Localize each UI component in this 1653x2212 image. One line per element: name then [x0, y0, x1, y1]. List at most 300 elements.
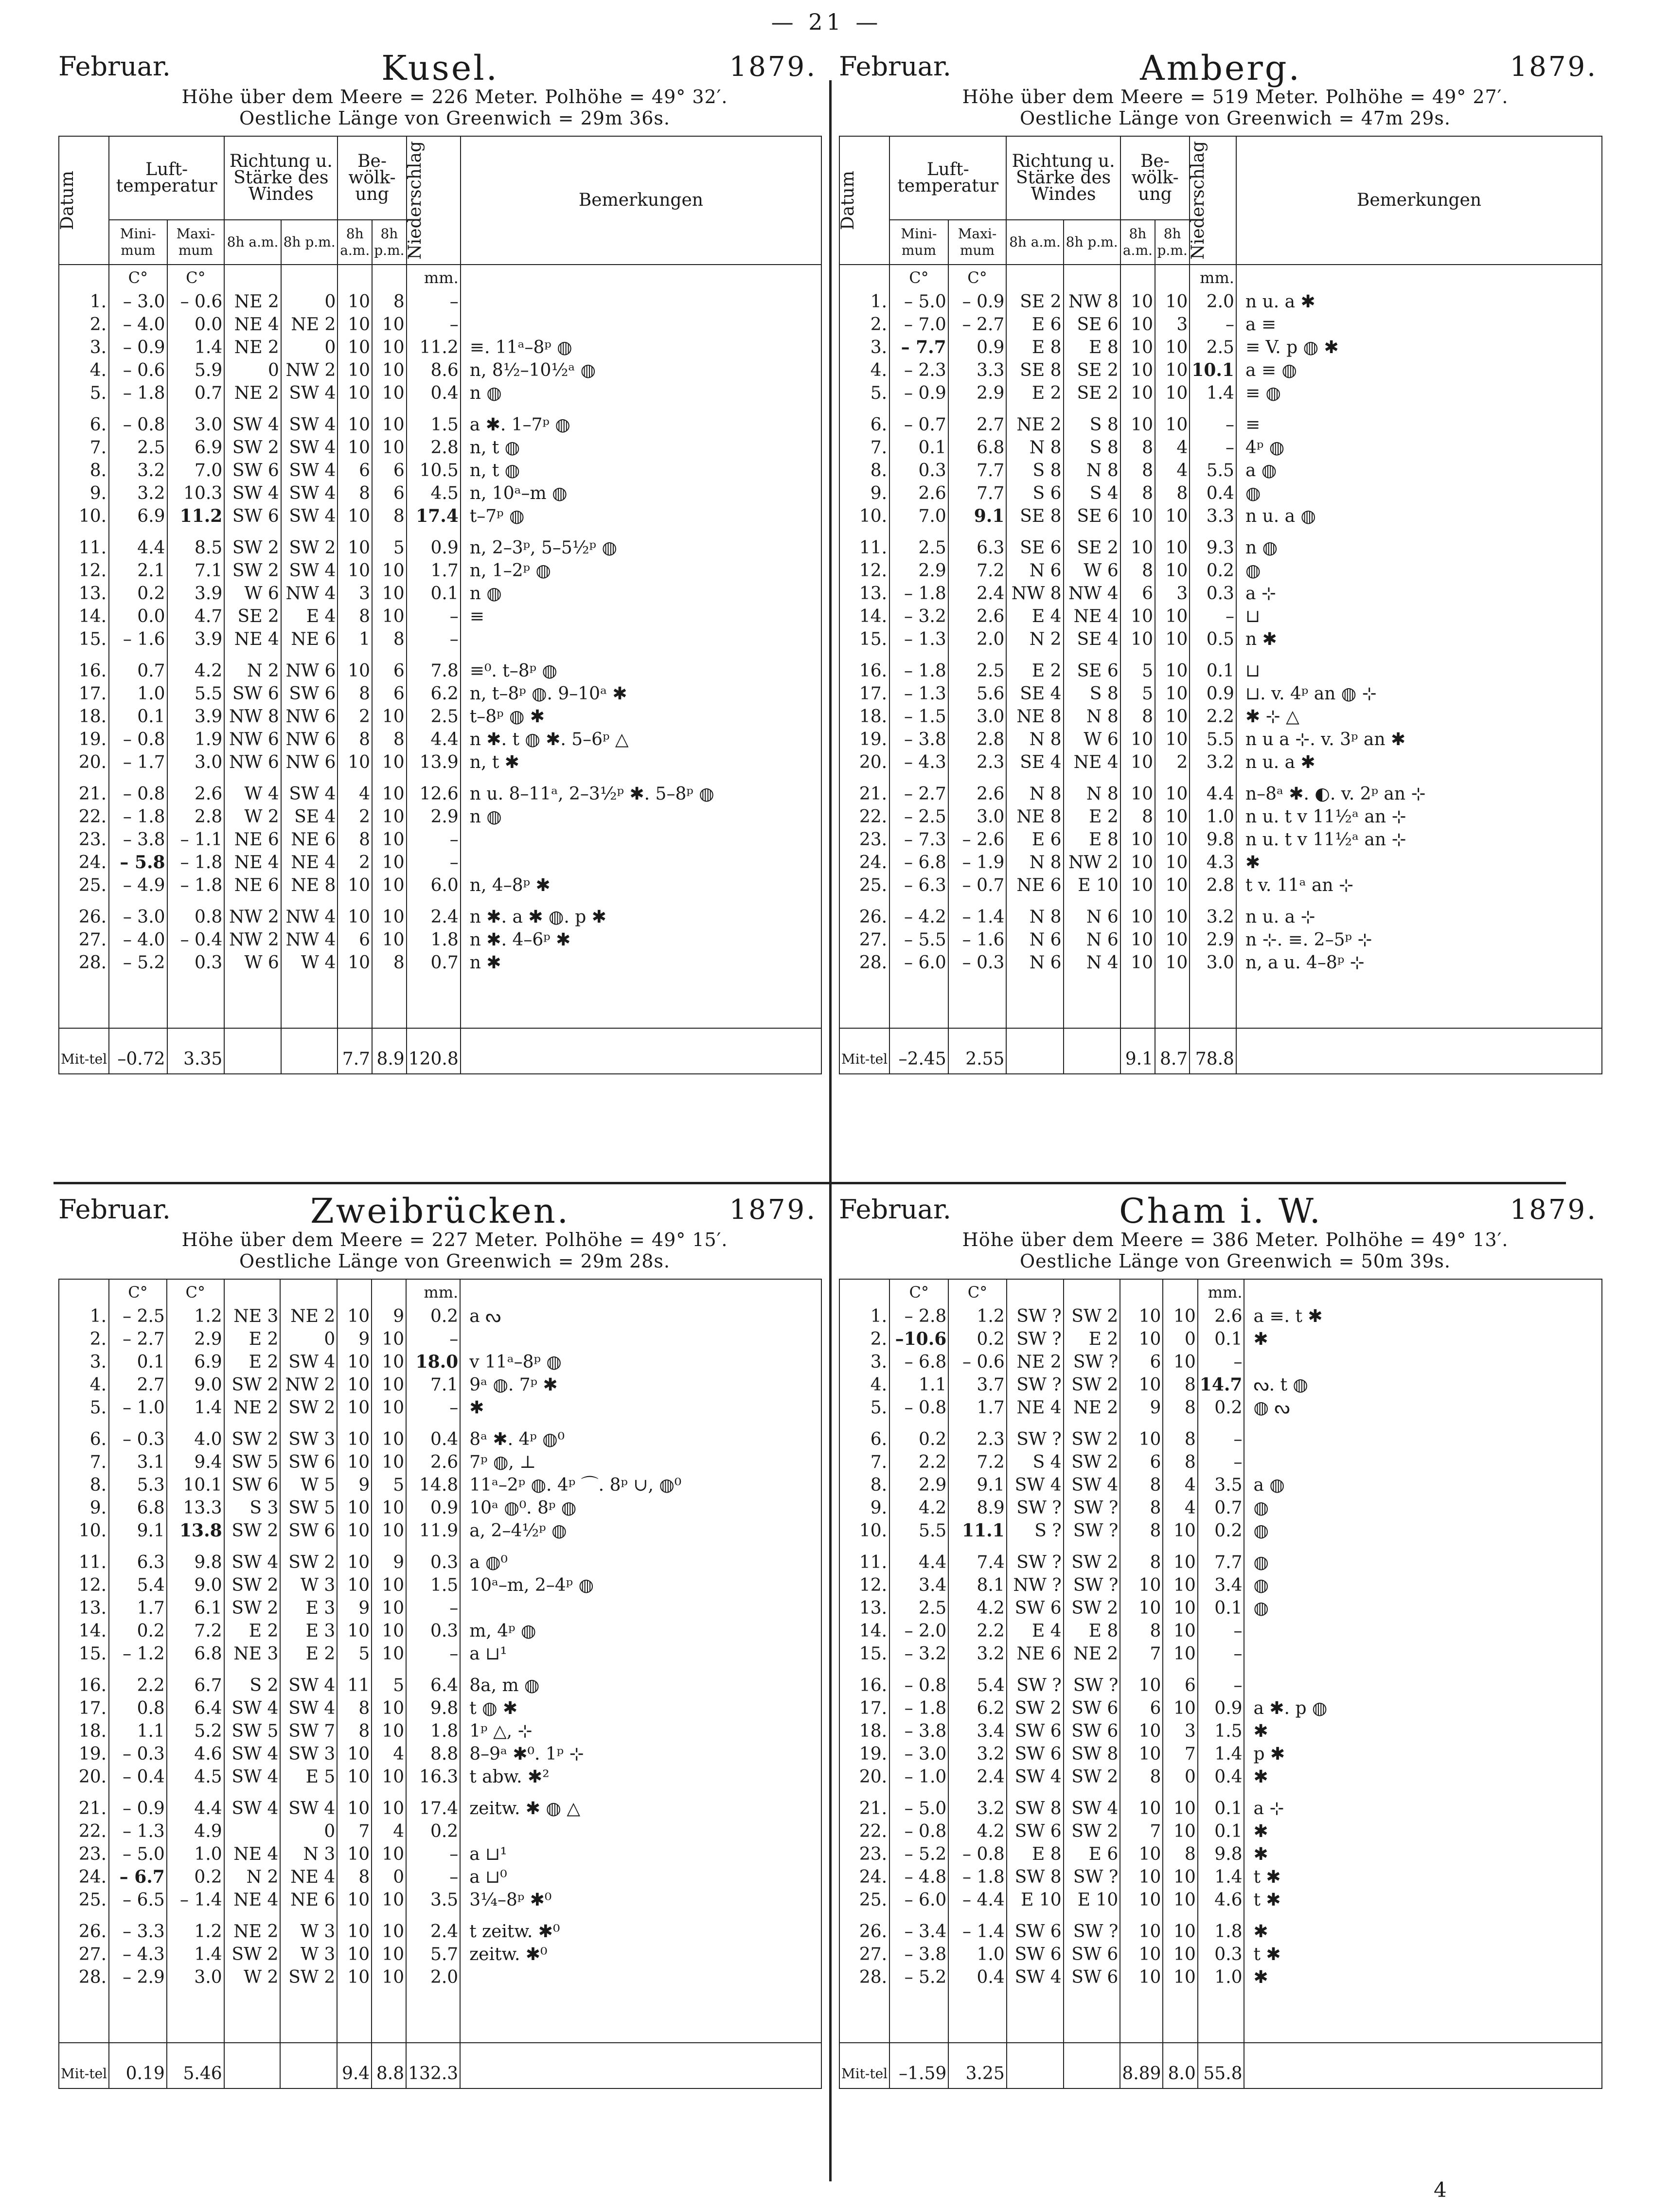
row-date: 21.: [859, 784, 888, 804]
row-date: 25.: [78, 1890, 107, 1910]
wind-8pm: SW 6: [280, 1451, 337, 1474]
max-temp: 9.0: [167, 1374, 224, 1396]
cloud-8pm: 8: [1163, 1374, 1197, 1396]
table-row: [839, 828, 1602, 851]
cloud-8am: 10: [1120, 1843, 1163, 1866]
wind-8am: SW 6: [1007, 1743, 1064, 1766]
cloud-8pm: 10: [372, 436, 407, 459]
row-date: 18.: [78, 707, 107, 727]
table-row: [59, 805, 821, 828]
total-precipitation: 55.8: [1198, 2043, 1244, 2088]
wind-8pm: SW 4: [280, 1665, 337, 1697]
max-temp: 5.5: [167, 682, 225, 705]
cloud-8am: 10: [338, 336, 372, 359]
max-temp: 4.2: [948, 1820, 1006, 1843]
wind-8pm: NW 4: [1064, 582, 1120, 605]
wind-8pm: SW 6: [1064, 1943, 1120, 1966]
remarks: ᔓ. t ◍: [1244, 1374, 1602, 1396]
wind-8am: N 6: [1006, 928, 1063, 951]
min-temp: – 1.3: [889, 682, 948, 705]
precipitation: –: [406, 1642, 460, 1665]
cloud-8pm: 0: [1163, 1328, 1197, 1351]
precipitation: –: [1190, 605, 1236, 628]
wind-8pm: NW 2: [1064, 851, 1120, 874]
wind-8pm: SE 6: [1064, 651, 1120, 682]
cloud-8am: 6: [1120, 1451, 1163, 1474]
station-cham: [839, 1191, 1602, 2089]
wind-8pm: SW 2: [1064, 1542, 1120, 1574]
cloud-8pm: 10: [1155, 728, 1190, 751]
wind-8am: SW ?: [1007, 1497, 1064, 1519]
precipitation: 11.2: [407, 336, 461, 359]
max-temp: 4.2: [948, 1597, 1006, 1620]
wind-8am: NE 2: [224, 1911, 281, 1943]
table-row: [839, 805, 1602, 828]
row-date: 6.: [870, 1429, 888, 1449]
max-temp: 1.4: [167, 336, 225, 359]
cloud-8am: 10: [338, 751, 372, 774]
precipitation: 1.5: [406, 1574, 460, 1597]
max-temp: 8.5: [167, 528, 225, 559]
cloud-8pm: 10: [372, 897, 407, 928]
cloud-8am: 10: [1120, 528, 1155, 559]
remarks: a ✱. 1–7ᵖ ◍: [461, 405, 821, 436]
max-temp: 0.4: [948, 1966, 1006, 1989]
row-date: 21.: [78, 1799, 107, 1819]
cloud-8pm: 8: [1155, 482, 1190, 505]
wind-8am: SE 8: [1006, 359, 1063, 382]
row-date: 7.: [89, 1452, 107, 1472]
min-temp: – 3.8: [889, 1720, 948, 1743]
header-bewoelkung: Be-wölk-ung: [338, 136, 406, 220]
max-temp: 3.3: [948, 359, 1007, 382]
header-wind-8pm: 8h p.m.: [281, 220, 338, 265]
header-bewoelkung: Be-wölk-ung: [1120, 136, 1190, 220]
wind-8am: NE 2: [224, 336, 281, 359]
max-temp: 4.9: [167, 1820, 224, 1843]
min-temp: – 2.9: [109, 1966, 167, 1989]
wind-8pm: SW 4: [281, 382, 338, 405]
cloud-8am: 10: [1120, 628, 1155, 651]
cloud-8pm: 10: [372, 805, 407, 828]
table-row: [839, 405, 1602, 436]
remarks: ≡: [1236, 405, 1602, 436]
precipitation: 2.4: [407, 897, 461, 928]
remarks: ≡ ◍: [1236, 382, 1602, 405]
max-temp: 9.1: [948, 1474, 1006, 1497]
precipitation: –: [407, 828, 461, 851]
cloud-8am: 9: [337, 1597, 372, 1620]
cloud-8pm: 9: [372, 1542, 406, 1574]
precipitation: 0.1: [1198, 1328, 1244, 1351]
unit-cell: C°: [167, 1279, 224, 1305]
wind-8am: N 2: [1006, 628, 1063, 651]
table-row: [59, 851, 821, 874]
spacer-cell: [59, 974, 109, 1028]
header-wind: Richtung u. Stärke des Windes: [224, 136, 338, 220]
cloud-8am: 10: [1120, 728, 1155, 751]
remarks: ✱: [1244, 1966, 1602, 1989]
header-wind-8am: 8h a.m.: [224, 220, 281, 265]
cloud-8pm: 10: [1163, 1620, 1197, 1642]
cloud-8pm: 10: [372, 705, 407, 728]
unit-cell: C°: [167, 265, 225, 290]
cloud-8am: 10: [338, 405, 372, 436]
max-temp: 7.7: [948, 482, 1007, 505]
spacer-cell: [224, 1989, 281, 2043]
precipitation: 1.5: [1198, 1720, 1244, 1743]
station-info: [839, 1229, 1602, 1272]
row-date: 4.: [870, 360, 888, 380]
wind-8am: W 2: [224, 1966, 281, 1989]
wind-8am: SW 2: [224, 1597, 281, 1620]
remarks: t–8ᵖ ◍ ✱: [461, 705, 821, 728]
remarks: t zeitw. ✱⁰: [460, 1911, 821, 1943]
remarks: t ✱: [1244, 1866, 1602, 1889]
spacer-cell: [461, 974, 821, 1028]
row-date: 24.: [78, 1867, 107, 1887]
min-temp: – 3.0: [109, 897, 167, 928]
wind-8am: SW 4: [1007, 1966, 1064, 1989]
table-row: [839, 1597, 1602, 1620]
cloud-8am: 10: [338, 951, 372, 974]
wind-8pm: SW 2: [1064, 1419, 1120, 1451]
precipitation: –: [407, 605, 461, 628]
unit-cell: [461, 265, 821, 290]
row-date: 19.: [859, 1744, 888, 1764]
wind-8am: SW 4: [1007, 1474, 1064, 1497]
min-temp: – 2.8: [889, 1305, 948, 1328]
wind-8pm: NE 4: [280, 1866, 337, 1889]
wind-8pm: S 4: [1064, 482, 1120, 505]
station-info: [58, 1229, 822, 1272]
mittel-label: Mit-tel: [59, 2043, 109, 2088]
min-temp: 3.1: [109, 1451, 167, 1474]
spacer-cell: [280, 1989, 337, 2043]
row-date: 22.: [859, 807, 888, 827]
wind-8am: N 2: [224, 1866, 281, 1889]
max-temp: 2.3: [948, 1419, 1006, 1451]
row-date: 14.: [859, 1621, 888, 1641]
table-row: [839, 313, 1602, 336]
wind-8pm: S 8: [1064, 405, 1120, 436]
cloud-8am: 10: [1120, 851, 1155, 874]
max-temp: 11.2: [167, 505, 225, 528]
wind-8am: NE 4: [224, 313, 281, 336]
row-date: 12.: [859, 1575, 888, 1595]
cloud-8am: 10: [337, 1497, 372, 1519]
table-row: [59, 336, 821, 359]
cloud-8pm: 10: [1155, 851, 1190, 874]
remarks: ◍: [1244, 1574, 1602, 1597]
wind-8pm: SW 2: [281, 528, 338, 559]
min-temp: – 4.3: [889, 751, 948, 774]
wind-8am: 0: [224, 359, 281, 382]
station-name: Cham i. W.: [1119, 1191, 1322, 1231]
table-row: [59, 728, 821, 751]
cloud-8am: 5: [1120, 651, 1155, 682]
cloud-8pm: 10: [372, 336, 407, 359]
max-temp: – 1.8: [167, 874, 225, 897]
cloud-8am: 10: [337, 1843, 372, 1866]
cloud-8am: 5: [337, 1642, 372, 1665]
row-date: 1.: [89, 292, 107, 312]
remarks: [460, 1597, 821, 1620]
precipitation: 6.4: [406, 1665, 460, 1697]
cloud-8am: 10: [1120, 405, 1155, 436]
header-niederschlag-label: Niederschlag: [1188, 141, 1209, 260]
spacer-cell: [224, 974, 281, 1028]
cloud-8pm: 10: [1155, 705, 1190, 728]
wind-8am: N 8: [1006, 774, 1063, 805]
remarks: a ◍⁰: [460, 1542, 821, 1574]
wind-8pm: 0: [281, 290, 338, 313]
precipitation: 0.3: [1198, 1943, 1244, 1966]
precipitation: 1.0: [1190, 805, 1236, 828]
max-temp: – 4.4: [948, 1889, 1006, 1911]
mittel-row: [59, 2043, 821, 2088]
cloud-8am: 10: [1120, 1788, 1163, 1820]
wind-8am: S 8: [1006, 459, 1063, 482]
unit-cell: mm.: [1198, 1279, 1244, 1305]
remarks: n, t ◍: [461, 436, 821, 459]
wind-8pm: SE 6: [1064, 313, 1120, 336]
cloud-8am: 5: [1120, 682, 1155, 705]
wind-8pm: SW ?: [1064, 1519, 1120, 1542]
precipitation: –: [1190, 405, 1236, 436]
row-date: 3.: [89, 1352, 107, 1372]
wind-8am: E 6: [1006, 313, 1063, 336]
cloud-8pm: 10: [1155, 605, 1190, 628]
cloud-8pm: 10: [1155, 951, 1190, 974]
max-temp: – 1.6: [948, 928, 1007, 951]
precipitation: –: [1198, 1620, 1244, 1642]
station-title: [839, 48, 1602, 88]
row-date: 17.: [78, 684, 107, 704]
max-temp: 5.9: [167, 359, 225, 382]
wind-8am: NW 8: [224, 705, 281, 728]
max-temp: 3.0: [167, 405, 225, 436]
max-temp: 0.2: [167, 1866, 224, 1889]
table-row: [839, 1788, 1602, 1820]
cloud-8pm: 10: [372, 1419, 406, 1451]
unit-cell: [460, 1279, 821, 1305]
header-bemerkungen: Bemerkungen: [461, 136, 821, 265]
cloud-8pm: 10: [1155, 805, 1190, 828]
wind-8am: NE 2: [224, 382, 281, 405]
min-temp: 4.4: [889, 1542, 948, 1574]
cloud-8am: 10: [338, 436, 372, 459]
cloud-8am: 6: [1120, 1351, 1163, 1374]
wind-8am: NE 2: [224, 1396, 281, 1419]
row-date: 3.: [870, 1352, 888, 1372]
min-temp: – 4.0: [109, 313, 167, 336]
mean-wind-8pm: [1064, 2043, 1120, 2088]
row-date: 28.: [78, 1967, 107, 1987]
wind-8pm: E 4: [281, 605, 338, 628]
remarks: [460, 1820, 821, 1843]
header-cloud-8pm: 8h p.m.: [1155, 220, 1190, 265]
table-row: [59, 313, 821, 336]
cloud-8pm: 10: [372, 1766, 406, 1788]
remarks: n ◍: [1236, 528, 1602, 559]
wind-8pm: E 10: [1064, 874, 1120, 897]
spacer-cell: [948, 1989, 1006, 2043]
cloud-8pm: 8: [1163, 1396, 1197, 1419]
max-temp: 13.3: [167, 1497, 224, 1519]
precipitation: 0.7: [407, 951, 461, 974]
remarks: 9ᵃ ◍. 7ᵖ ✱: [460, 1374, 821, 1396]
spacer-row: [839, 974, 1602, 1028]
table-row: [59, 1497, 821, 1519]
table-row: [59, 705, 821, 728]
cloud-8pm: 8: [1163, 1451, 1197, 1474]
cloud-8am: 10: [1120, 359, 1155, 382]
mean-cloud-8pm: 8.8: [372, 2043, 406, 2088]
wind-8pm: E 2: [1064, 805, 1120, 828]
cloud-8pm: 8: [372, 505, 407, 528]
max-temp: 4.2: [167, 651, 225, 682]
wind-8am: SW 2: [224, 1574, 281, 1597]
cloud-8pm: 10: [1155, 359, 1190, 382]
wind-8am: SW 6: [1007, 1820, 1064, 1843]
remarks: n ◍: [461, 582, 821, 605]
wind-8pm: NW 6: [281, 705, 338, 728]
precipitation: 5.5: [1190, 459, 1236, 482]
table-row: [59, 1943, 821, 1966]
table-row: [59, 874, 821, 897]
remarks: n u. a ◍: [1236, 505, 1602, 528]
table-row: [839, 1866, 1602, 1889]
cloud-8pm: 10: [372, 851, 407, 874]
wind-8am: SW 2: [224, 1374, 281, 1396]
max-temp: 2.0: [948, 628, 1007, 651]
spacer-cell: [1120, 1989, 1163, 2043]
precipitation: 3.0: [1190, 951, 1236, 974]
table-row: [59, 1396, 821, 1419]
cloud-8pm: 10: [1163, 1305, 1197, 1328]
remarks: 8a, m ◍: [460, 1665, 821, 1697]
precipitation: 4.4: [407, 728, 461, 751]
cloud-8am: 10: [337, 1451, 372, 1474]
table-row: [839, 705, 1602, 728]
min-temp: 5.4: [109, 1574, 167, 1597]
mean-cloud-8pm: 8.7: [1155, 1028, 1190, 1074]
min-temp: – 1.7: [109, 751, 167, 774]
max-temp: 13.8: [167, 1519, 224, 1542]
precipitation: 9.8: [406, 1697, 460, 1720]
cloud-8am: 10: [337, 1374, 372, 1396]
table-row: [59, 1743, 821, 1766]
spacer-cell: [1198, 1989, 1244, 2043]
wind-8am: SW 6: [1007, 1911, 1064, 1943]
unit-row: [59, 265, 821, 290]
mittel-label: Mit-tel: [59, 1028, 109, 1074]
row-date: 27.: [859, 1944, 888, 1964]
remarks: zeitw. ✱⁰: [460, 1943, 821, 1966]
row-date: 27.: [78, 1944, 107, 1964]
longitude-line: Oestliche Länge von Greenwich = 29m 28s.: [239, 1250, 670, 1272]
wind-8am: W 6: [224, 951, 281, 974]
precipitation: 2.0: [406, 1966, 460, 1989]
min-temp: – 0.7: [889, 405, 948, 436]
wind-8pm: SE 6: [1064, 505, 1120, 528]
wind-8pm: SW 2: [1064, 1451, 1120, 1474]
max-temp: 6.3: [948, 528, 1007, 559]
cloud-8am: 10: [337, 1743, 372, 1766]
remarks: a ◍: [1244, 1474, 1602, 1497]
wind-8am: E 2: [1006, 651, 1063, 682]
wind-8pm: 0: [281, 336, 338, 359]
max-temp: 2.4: [948, 582, 1007, 605]
row-date: 20.: [78, 1767, 107, 1787]
min-temp: – 3.8: [889, 728, 948, 751]
wind-8am: S ?: [1007, 1519, 1064, 1542]
wind-8am: NE 3: [224, 1642, 281, 1665]
header-wind-8pm: 8h p.m.: [1064, 220, 1120, 265]
wind-8am: SW 2: [224, 559, 281, 582]
max-temp: 4.5: [167, 1766, 224, 1788]
cloud-8am: 10: [337, 1542, 372, 1574]
min-temp: 2.7: [109, 1374, 167, 1396]
remarks: n, t ◍: [461, 459, 821, 482]
cloud-8am: 10: [1120, 382, 1155, 405]
min-temp: 9.1: [109, 1519, 167, 1542]
cloud-8pm: 0: [372, 1866, 406, 1889]
cloud-8am: 2: [338, 805, 372, 828]
precipitation: 11.9: [406, 1519, 460, 1542]
cloud-8am: 8: [1120, 1620, 1163, 1642]
max-temp: 1.9: [167, 728, 225, 751]
max-temp: 4.4: [167, 1788, 224, 1820]
row-date: 19.: [859, 730, 888, 749]
wind-8am: SW ?: [1007, 1305, 1064, 1328]
unit-cell: mm.: [1190, 265, 1236, 290]
row-date: 2.: [89, 1329, 107, 1349]
cloud-8am: 10: [337, 1889, 372, 1911]
cloud-8pm: 10: [372, 1911, 406, 1943]
spacer-cell: [1236, 974, 1602, 1028]
precipitation: 0.4: [407, 382, 461, 405]
remarks: n, t–8ᵖ ◍. 9–10ᵃ ✱: [461, 682, 821, 705]
remarks: a ⊔¹: [460, 1642, 821, 1665]
table-row: [839, 1474, 1602, 1497]
max-temp: 1.2: [167, 1911, 224, 1943]
station-info: [58, 86, 822, 129]
wind-8am: N 8: [1006, 851, 1063, 874]
cloud-8am: 10: [1120, 290, 1155, 313]
precipitation: 0.9: [1190, 682, 1236, 705]
wind-8am: SE 6: [1006, 528, 1063, 559]
min-temp: – 0.8: [109, 405, 167, 436]
cloud-8am: 10: [1120, 1889, 1163, 1911]
min-temp: – 0.9: [889, 382, 948, 405]
table-row: [839, 1766, 1602, 1788]
min-temp: – 0.6: [109, 359, 167, 382]
row-date: 5.: [870, 1398, 888, 1418]
row-date: 13.: [859, 1598, 888, 1618]
row-date: 9.: [89, 483, 107, 503]
cloud-8am: 10: [1120, 1720, 1163, 1743]
remarks: m, 4ᵖ ◍: [460, 1620, 821, 1642]
cloud-8am: 9: [337, 1328, 372, 1351]
row-date: 15.: [78, 629, 107, 649]
wind-8pm: SW 4: [280, 1697, 337, 1720]
station-kusel: [57, 48, 822, 1074]
cloud-8am: 10: [337, 1351, 372, 1374]
max-temp: 2.7: [948, 405, 1007, 436]
max-temp: – 0.7: [948, 874, 1007, 897]
